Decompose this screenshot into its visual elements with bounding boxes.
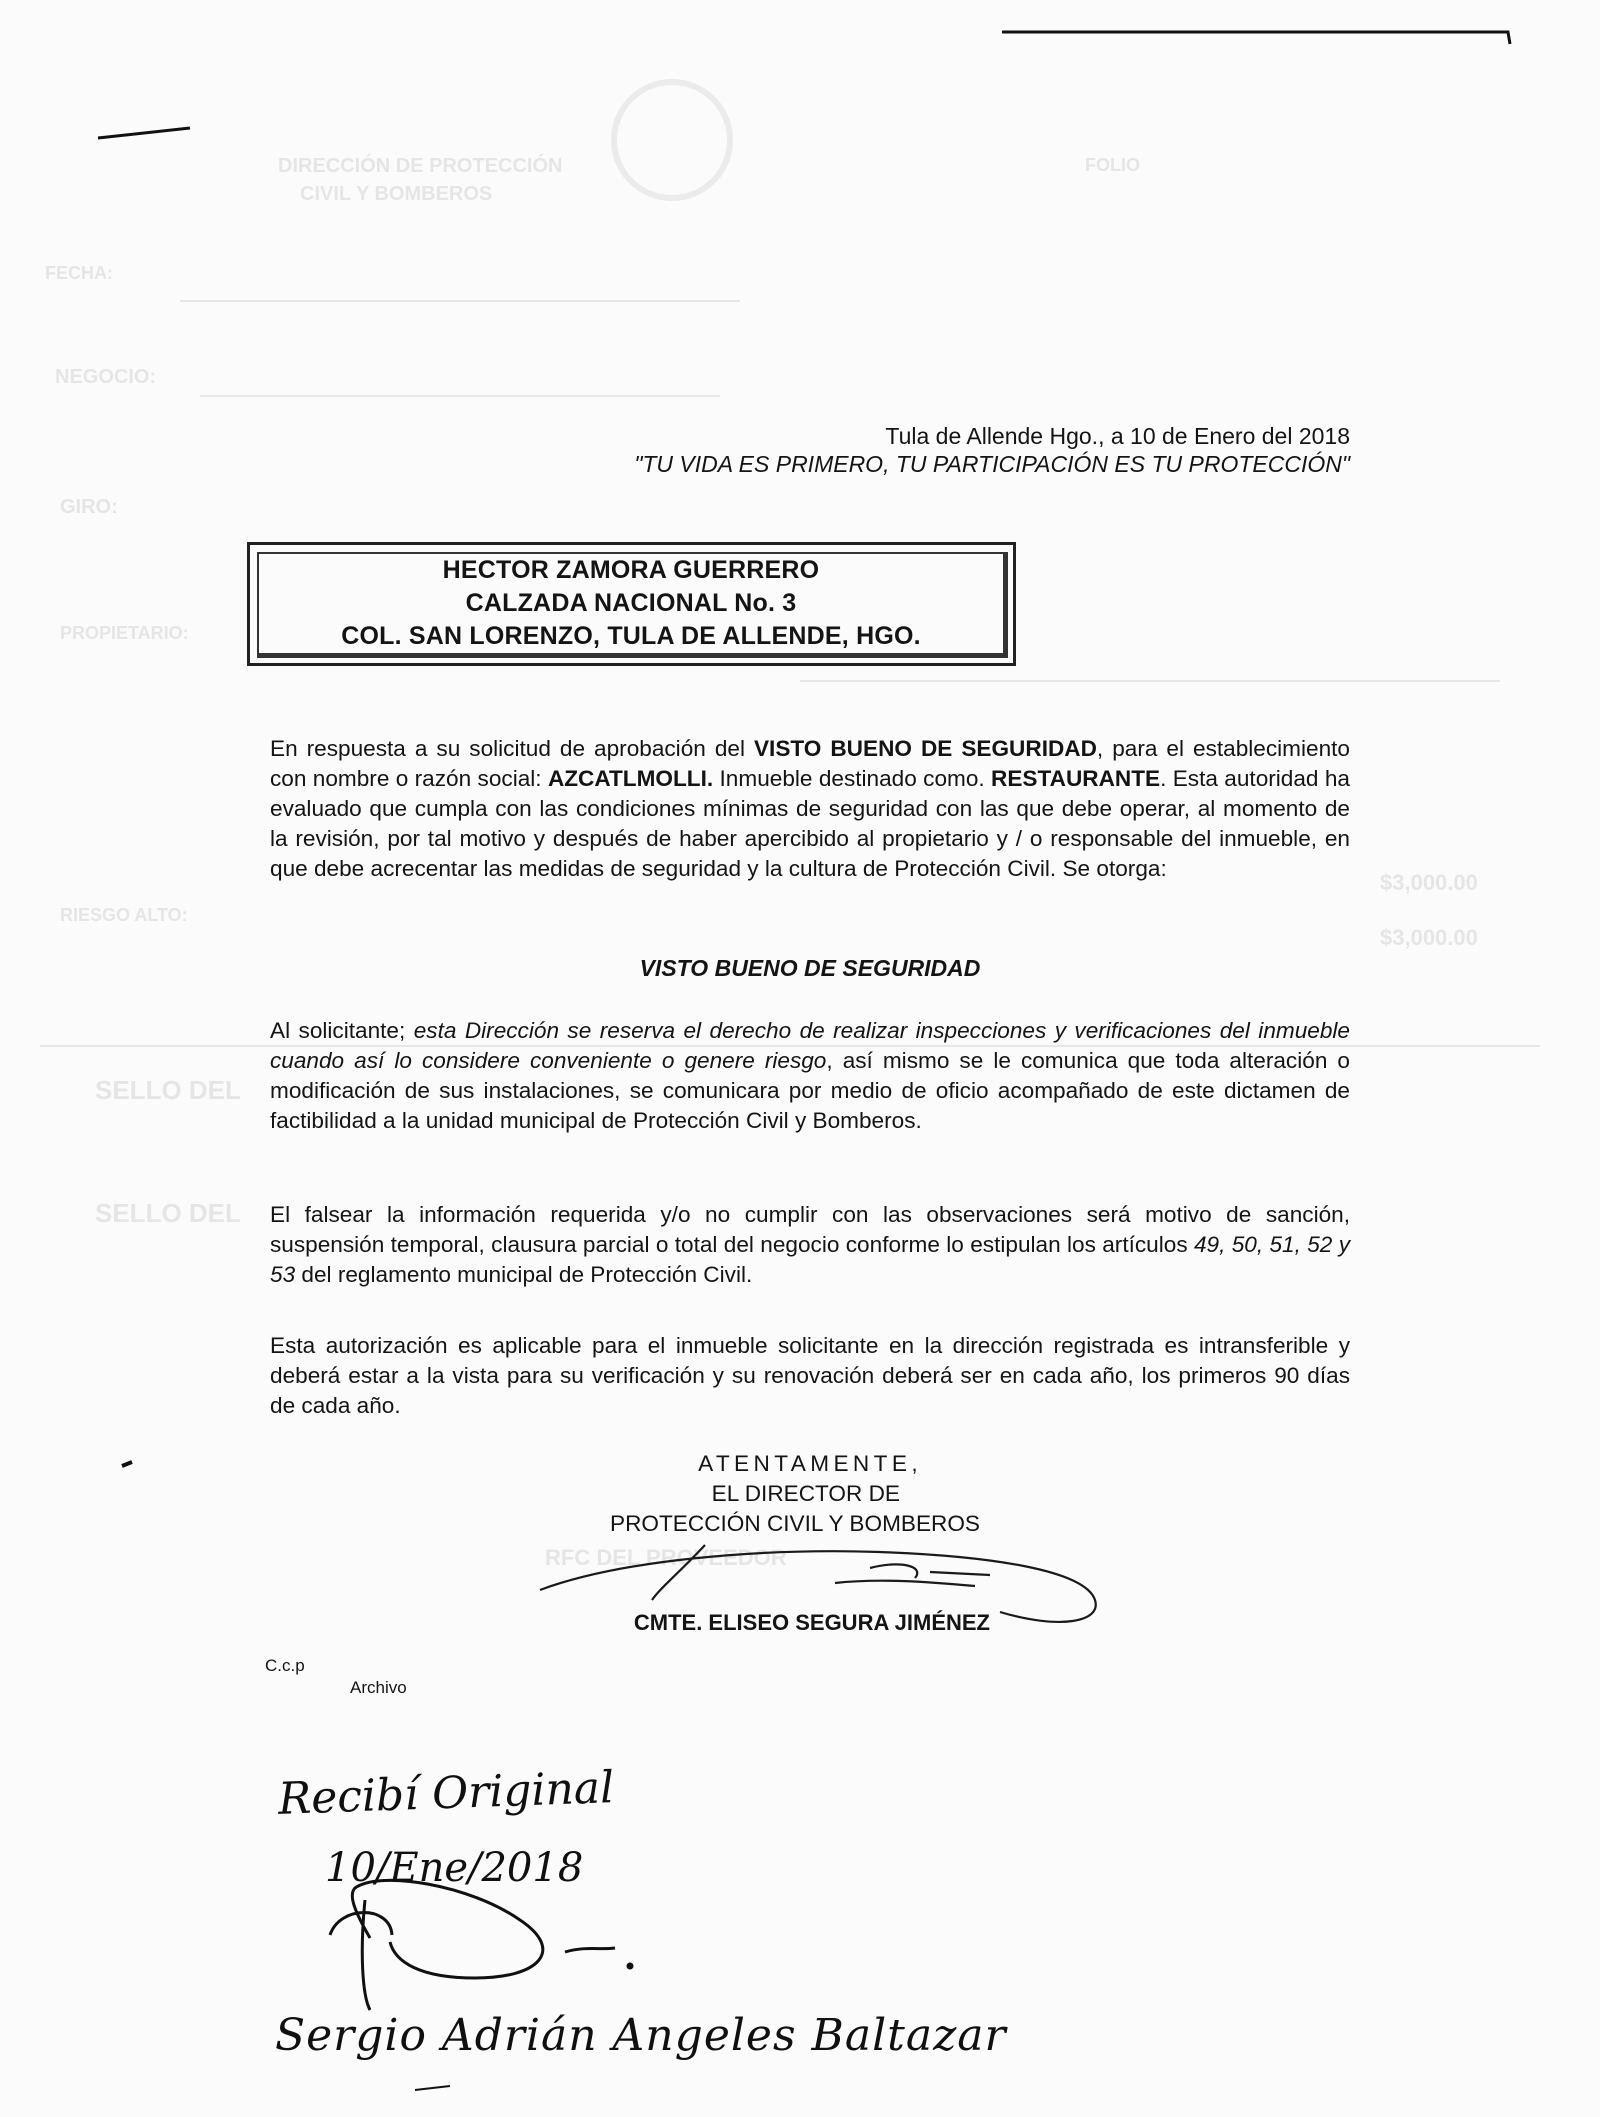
bleed-through-text: $3,000.00	[1380, 870, 1478, 895]
bleed-through-text: FECHA:	[45, 263, 113, 283]
bleed-through-text: DIRECCIÓN DE PROTECCIÓN	[278, 155, 563, 177]
business-name: AZCATLMOLLI.	[547, 766, 714, 791]
bleed-through-text: SELLO DEL	[95, 1198, 241, 1228]
director-title-1: EL DIRECTOR DE	[711, 1481, 900, 1506]
business-type: RESTAURANTE	[991, 766, 1161, 791]
text-run: Al solicitante;	[270, 1018, 414, 1043]
paragraph-authorization: Esta autorización es aplicable para el inmueble solicitante en la dirección registrada es intransferible y deberá estar a la vista para su verificación y su renovación deberá ser en cada año, los primeros 90 días de cada año.	[270, 1333, 1350, 1418]
bleed-through-text: NEGOCIO:	[55, 366, 157, 388]
text-run: del reglamento municipal de Protección Civil.	[295, 1262, 753, 1287]
text-run: En respuesta a su solicitud de aprobación del	[270, 736, 754, 761]
motto: "TU VIDA ES PRIMERO, TU PARTICIPACIÓN ES TU PROTECCIÓN"	[634, 451, 1350, 477]
bleed-through-seal-icon	[614, 82, 730, 198]
bleed-through-text: GIRO:	[60, 496, 118, 518]
visto-bueno-text: VISTO BUENO DE SEGURIDAD	[753, 736, 1097, 761]
bleed-through-text: FOLIO	[1085, 155, 1140, 175]
visto-bueno-title: VISTO BUENO DE SEGURIDAD	[639, 955, 981, 981]
articles-list: 49, 50, 51, 52 y 53	[270, 1232, 1350, 1287]
bleed-through-text: RFC DEL PROVEEDOR	[545, 1545, 787, 1570]
text-run: , así mismo se le comunica que toda alteración o modificación de sus instalaciones, se comunicara por medio de oficio acompañado de este dictamen de factibilidad a la unidad municipal de Protección Civil y Bomberos.	[270, 1048, 1350, 1133]
text-run: , para el establecimiento con nombre o razón social:	[270, 736, 1350, 791]
text-run: . Esta autoridad ha evaluado que cumpla con las condiciones mínimas de seguridad con las que debe operar, al momento de la revisión, por tal motivo y después de haber apercibido al propietario y / o responsable del inmueble, en que debe acrecentar las medidas de seguridad y la cultura de Protección Civil. Se otorga:	[270, 766, 1350, 881]
text-run: El falsear la información requerida y/o no cumplir con las observaciones será motivo de sanción, suspensión temporal, clausura parcial o total del negocio conforme lo estipulan los artículos	[270, 1202, 1350, 1257]
director-name: CMTE. ELISEO SEGURA JIMÉNEZ	[633, 1610, 990, 1635]
text-run: Inmueble destinado como.	[713, 766, 992, 791]
bleed-through-text: RIESGO ALTO:	[60, 905, 188, 925]
director-title-2: PROTECCIÓN CIVIL Y BOMBEROS	[610, 1511, 980, 1536]
paragraph-request	[270, 734, 1350, 884]
italic-text-run: esta Dirección se reserva el derecho de realizar inspecciones y verificaciones del inmueble cuando así lo considere conveniente o genere riesgo	[270, 1018, 1350, 1073]
handwritten-date: 10/Ene/2018	[325, 1845, 584, 1891]
signature-block	[560, 1449, 980, 1539]
corner-pen-stroke	[98, 128, 190, 138]
ccp-archivo: Archivo	[350, 1678, 407, 1697]
handwritten-name: Sergio Adrián Angeles Baltazar	[275, 2010, 1007, 2061]
ccp-label: C.c.p	[265, 1656, 305, 1675]
bleed-through-text: SELLO DEL	[95, 1075, 241, 1105]
date-line: Tula de Allende Hgo., a 10 de Enero del 2018	[885, 423, 1350, 449]
receiver-signature-icon	[330, 1880, 632, 2010]
bleed-through-text: CIVIL Y BOMBEROS	[300, 183, 493, 205]
top-edge-line	[1002, 32, 1510, 44]
recipient-street: CALZADA NACIONAL No. 3	[465, 589, 797, 617]
recipient-colony: COL. SAN LORENZO, TULA DE ALLENDE, HGO.	[341, 622, 921, 650]
pen-stroke	[415, 2086, 450, 2090]
closing: ATENTAMENTE,	[698, 1451, 922, 1476]
paragraph-sanctions	[270, 1200, 1350, 1290]
bleed-through-text: $3,000.00	[1380, 925, 1478, 950]
paragraph-inspections	[270, 1016, 1350, 1136]
recipient-box	[247, 542, 1016, 666]
bleed-through-text: PROPIETARIO:	[60, 623, 189, 643]
handwritten-received: Recibí Original	[277, 1762, 615, 1825]
pen-dot	[122, 1462, 132, 1466]
recipient-name: HECTOR ZAMORA GUERRERO	[442, 556, 820, 584]
